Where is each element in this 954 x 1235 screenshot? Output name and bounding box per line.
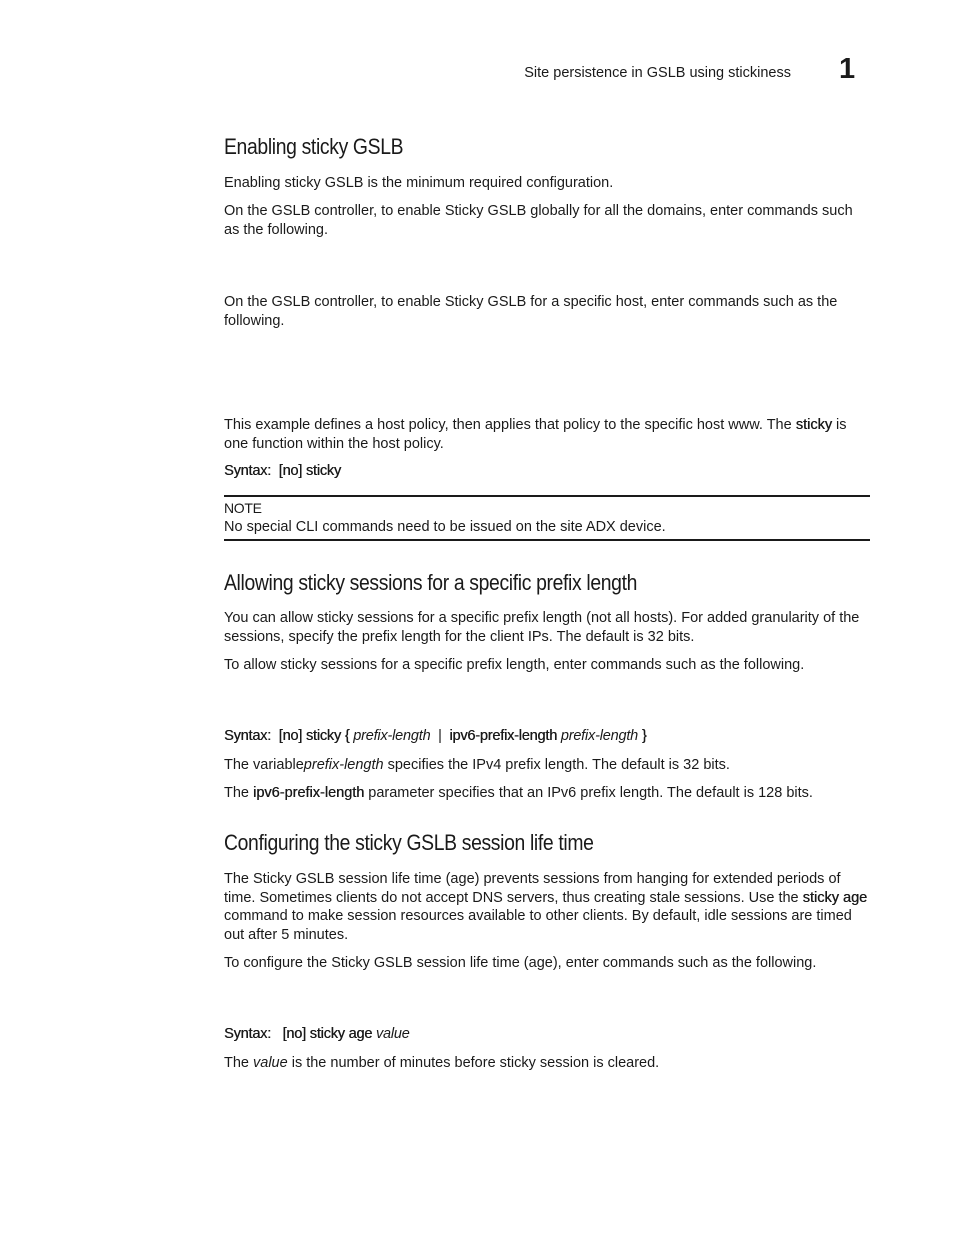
heading-configuring-session-life-time: Configuring the sticky GSLB session life time	[224, 830, 594, 855]
syntax-label: Syntax:	[224, 463, 271, 479]
syntax-variable: value	[376, 1026, 410, 1042]
heading-enabling-sticky-gslb: Enabling sticky GSLB	[224, 134, 404, 159]
paragraph: Enabling sticky GSLB is the minimum required configuration.	[224, 175, 614, 191]
paragraph: The variableprefix-length specifies the IPv4 prefix length. The default is 32 bits.	[224, 757, 730, 773]
keyword: ipv6-prefix-length	[253, 785, 365, 801]
syntax-label: Syntax:	[224, 728, 271, 744]
syntax-label: Syntax:	[224, 1026, 271, 1042]
syntax-command: [no] sticky {	[278, 728, 350, 744]
note-text: No special CLI commands need to be issued on the site ADX device.	[224, 519, 666, 535]
running-header: Site persistence in GSLB using stickiness	[524, 65, 791, 81]
syntax-keyword: ipv6-prefix-length	[449, 728, 557, 744]
paragraph: On the GSLB controller, to enable Sticky GSLB for a specific host, enter commands such as the following.	[224, 294, 838, 329]
variable: prefix-length	[303, 757, 384, 773]
syntax-variable: prefix-length	[560, 728, 639, 744]
keyword: sticky	[795, 417, 832, 433]
keyword: sticky age	[802, 889, 868, 906]
heading-allowing-sticky-sessions: Allowing sticky sessions for a specific prefix length	[224, 570, 638, 595]
syntax-command: [no] sticky age	[282, 1026, 373, 1042]
paragraph: You can allow sticky sessions for a specific prefix length (not all hosts). For added granularity of the sessions, specify the prefix length for the client IPs. The default is 32 bits.	[224, 610, 860, 645]
syntax-line	[224, 1026, 410, 1042]
syntax-line	[224, 463, 341, 479]
variable: value	[253, 1055, 288, 1071]
paragraph: The ipv6-prefix-length parameter specifies that an IPv6 prefix length. The default is 128 bits.	[224, 785, 813, 801]
note-bottom-rule	[224, 539, 870, 541]
paragraph: The value is the number of minutes before sticky session is cleared.	[224, 1055, 660, 1071]
note-top-rule	[224, 495, 870, 497]
syntax-variable: prefix-length	[353, 728, 431, 744]
syntax-close: }	[641, 728, 647, 744]
paragraph: The Sticky GSLB session life time (age) prevents sessions from hanging for extended periods of time. Sometimes clients do not accept DNS servers, thus creating stale sessions. Use the sticky age command to make session resources available to other clients. By default, idle sessions are timed out after 5 minutes.	[224, 871, 868, 943]
paragraph: To configure the Sticky GSLB session life time (age), enter commands such as the following.	[224, 955, 817, 971]
syntax-command: [no] sticky	[278, 463, 341, 479]
paragraph: To allow sticky sessions for a specific prefix length, enter commands such as the following.	[224, 657, 805, 673]
paragraph: This example defines a host policy, then applies that policy to the specific host www. The sticky is one function within the host policy.	[224, 417, 847, 452]
paragraph: On the GSLB controller, to enable Sticky GSLB globally for all the domains, enter commands such as the following.	[224, 203, 853, 238]
syntax-separator: |	[438, 728, 442, 744]
note-label: NOTE	[224, 500, 262, 516]
syntax-line	[224, 728, 647, 744]
chapter-number: 1	[839, 53, 856, 85]
